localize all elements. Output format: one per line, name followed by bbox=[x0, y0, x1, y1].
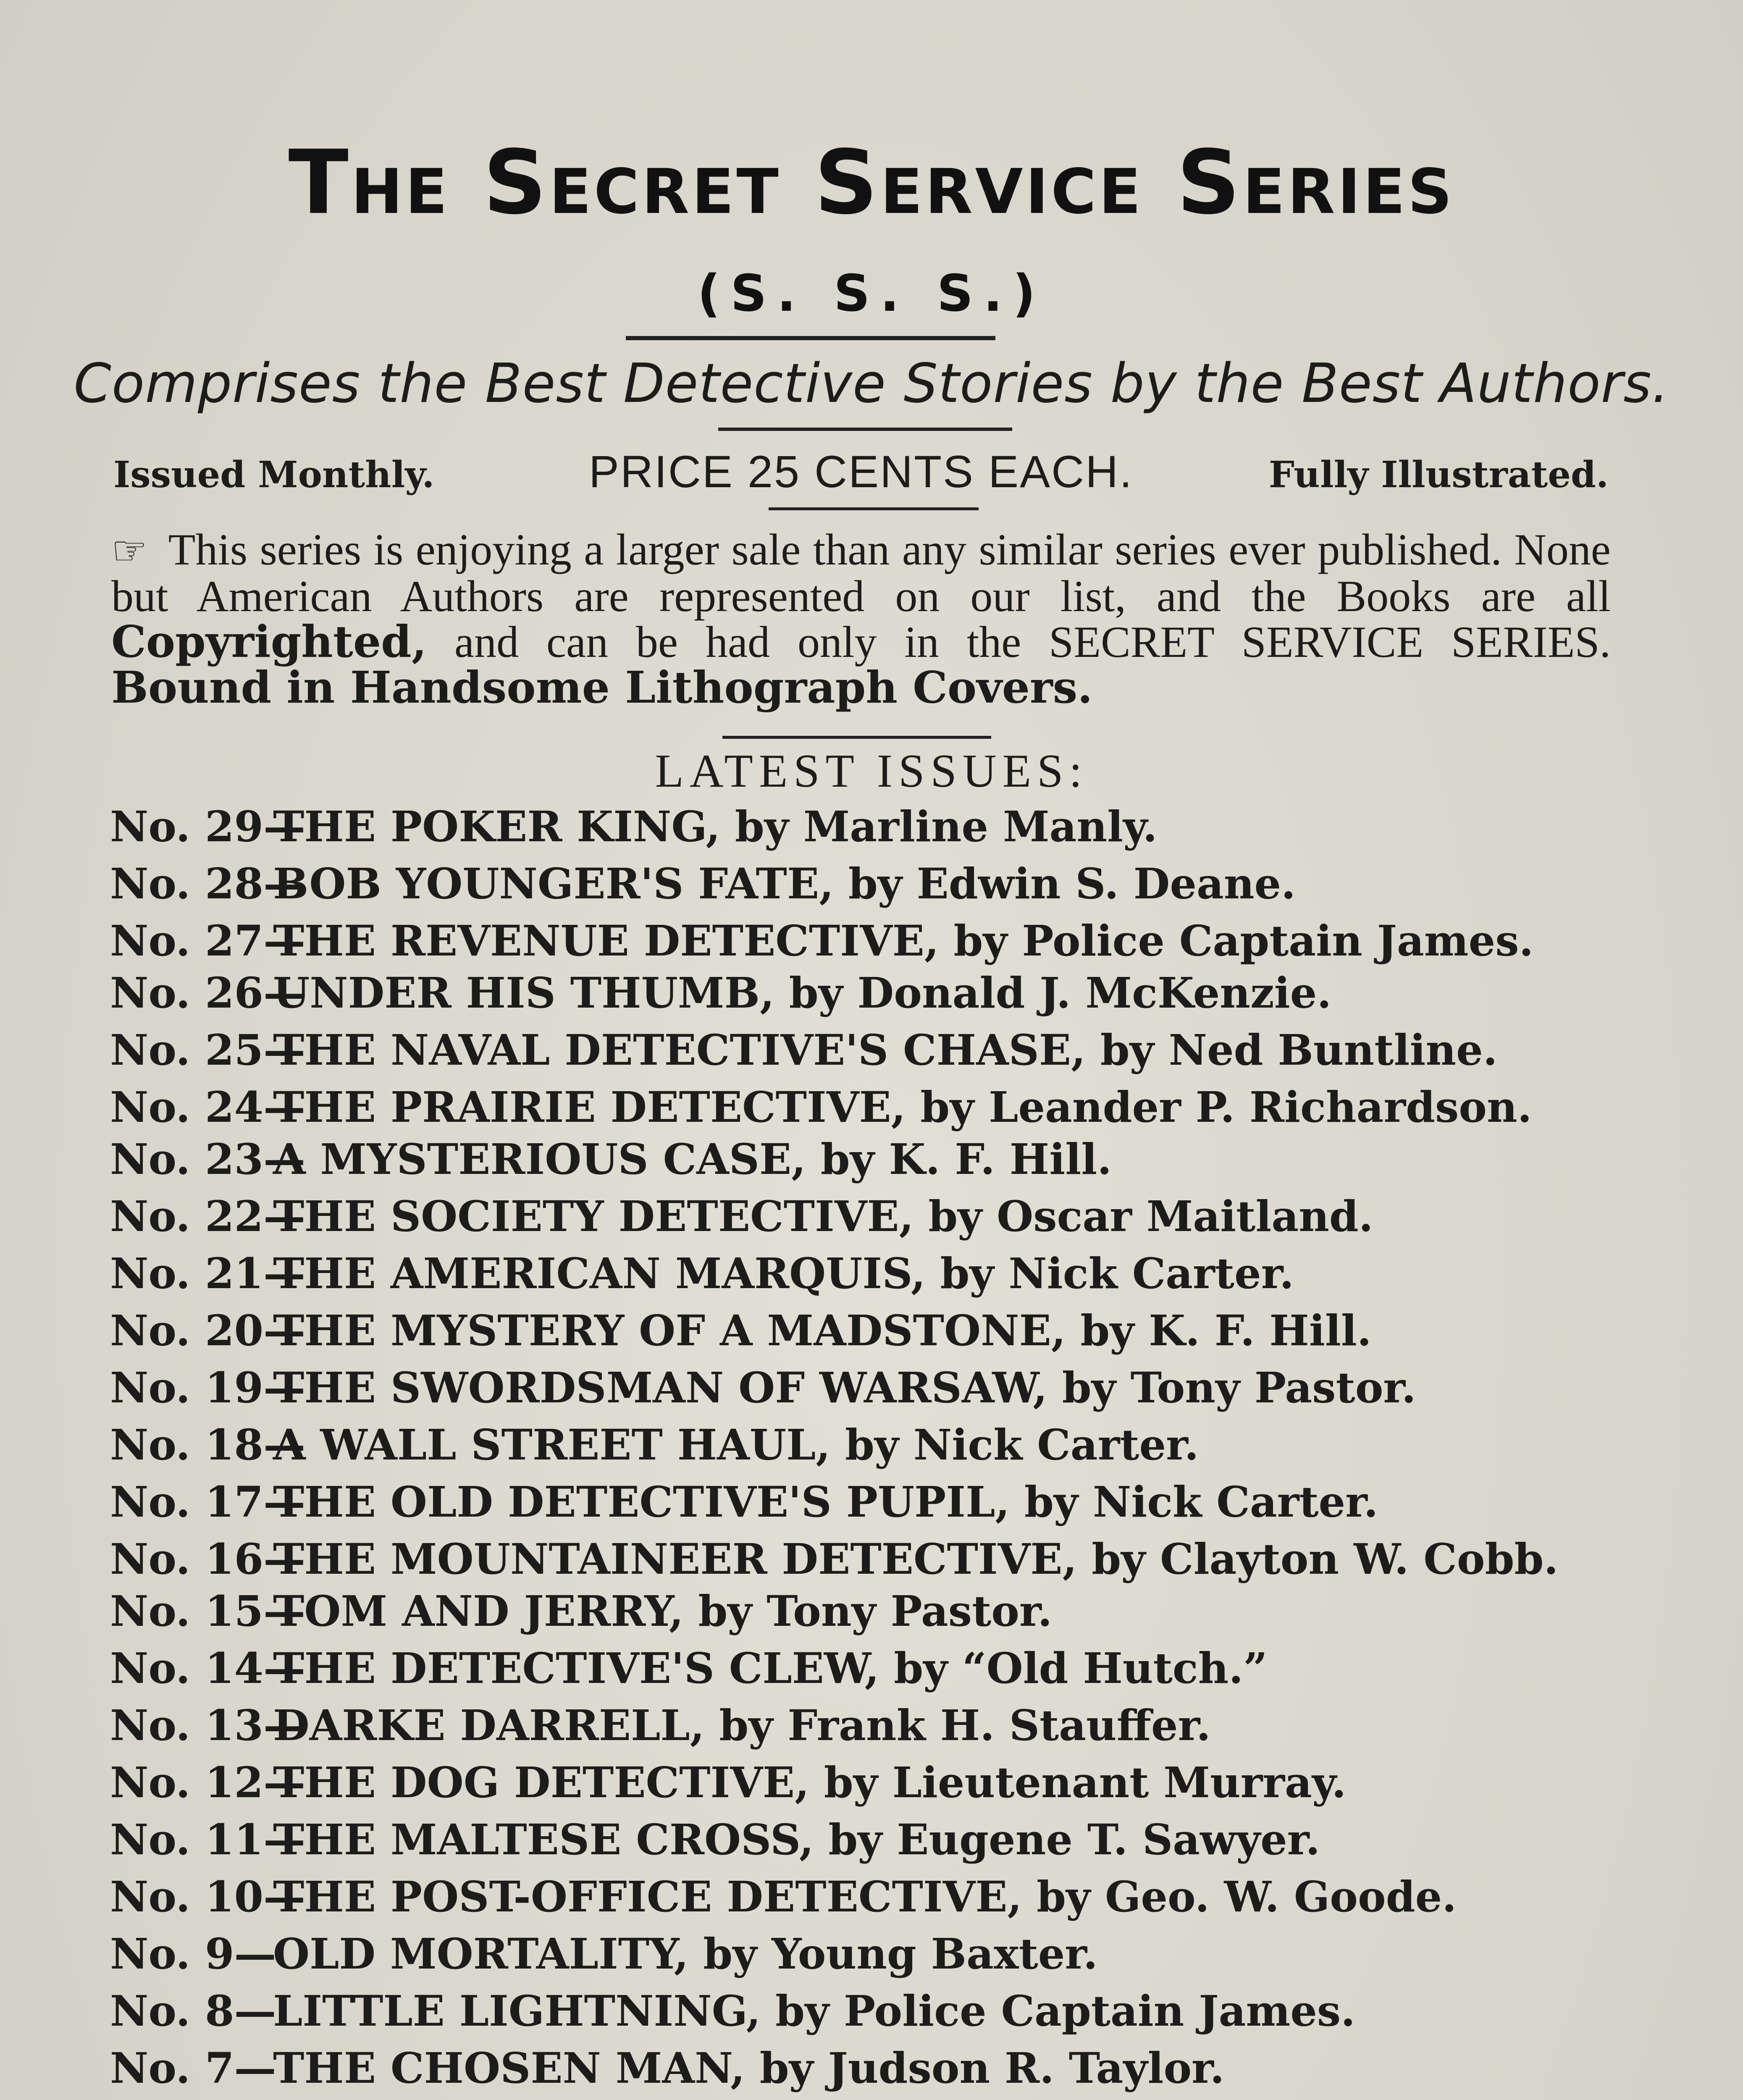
list-item: No. 16— THE MOUNTAINEER DETECTIVE, by Clayton W. Cobb. bbox=[110, 1534, 1559, 1584]
covers-emphasis: Bound in Handsome Lithograph Covers. bbox=[111, 662, 1093, 713]
list-item: No. 13— DARKE DARRELL, by Frank H. Stauffer. bbox=[110, 1701, 1211, 1750]
list-item: No. 27— THE REVENUE DETECTIVE, by Police Captain James. bbox=[110, 916, 1534, 966]
list-item: No. 26— UNDER HIS THUMB, by Donald J. McKenzie. bbox=[110, 968, 1332, 1018]
list-item: No. 15— TOM AND JERRY, by Tony Pastor. bbox=[110, 1586, 1053, 1636]
list-item: No. 22— THE SOCIETY DETECTIVE, by Oscar Maitland. bbox=[110, 1192, 1373, 1241]
list-item: No. 11— THE MALTESE CROSS, by Eugene T. Sawyer. bbox=[110, 1815, 1320, 1864]
list-item: No. 29— THE POKER KING, by Marline Manly. bbox=[110, 802, 1158, 851]
divider-rule bbox=[722, 736, 991, 739]
latest-issues-heading: LATEST ISSUES: bbox=[655, 745, 1088, 797]
list-item: No. 14— THE DETECTIVE'S CLEW, by “Old Hutch.” bbox=[110, 1643, 1268, 1693]
issues-list bbox=[110, 804, 1612, 2100]
divider-rule bbox=[769, 507, 979, 510]
list-item: No. 9— OLD MORTALITY, by Young Baxter. bbox=[110, 1929, 1098, 1979]
list-item: No. 19— THE SWORDSMAN OF WARSAW, by Tony Pastor. bbox=[110, 1363, 1416, 1412]
list-item: No. 24— THE PRAIRIE DETECTIVE, by Leander P. Richardson. bbox=[110, 1082, 1532, 1132]
pointing-hand-icon: ☞ bbox=[111, 528, 148, 573]
issued-monthly-label: Issued Monthly. bbox=[113, 454, 435, 496]
list-item: No. 28— BOB YOUNGER'S FATE, by Edwin S. Deane. bbox=[110, 859, 1296, 908]
tagline: Comprises the Best Detective Stories by the Best Authors. bbox=[74, 352, 1670, 415]
list-item: No. 10— THE POST-OFFICE DETECTIVE, by Geo. W. Goode. bbox=[110, 1872, 1457, 1922]
list-item: No. 20— THE MYSTERY OF A MADSTONE, by K. F. Hill. bbox=[110, 1306, 1372, 1355]
list-item: No. 12— THE DOG DETECTIVE, by Lieutenant Murray. bbox=[110, 1758, 1347, 1807]
list-item: No. 7— THE CHOSEN MAN, by Judson R. Taylor. bbox=[110, 2043, 1225, 2093]
list-item: No. 17— THE OLD DETECTIVE'S PUPIL, by Nick Carter. bbox=[110, 1477, 1378, 1527]
price-row bbox=[113, 445, 1609, 500]
intro-text: and can be had only in the SECRET SERVICE SERIES. bbox=[454, 617, 1611, 667]
price-label: PRICE 25 CENTS EACH. bbox=[588, 446, 1134, 497]
copyrighted-emphasis: Copyrighted, bbox=[111, 616, 427, 667]
list-item: No. 25— THE NAVAL DETECTIVE'S CHASE, by Ned Buntline. bbox=[110, 1025, 1498, 1075]
page-title: The Secret Service Series bbox=[288, 131, 1455, 234]
fully-illustrated-label: Fully Illustrated. bbox=[1268, 454, 1609, 496]
list-item: No. 18— A WALL STREET HAUL, by Nick Carter. bbox=[110, 1420, 1199, 1470]
intro-text: This series is enjoying a larger sale than any similar series ever published. None but American Authors are represented on our list, and the Books are all bbox=[111, 525, 1611, 621]
list-item: No. 23— A MYSTERIOUS CASE, by K. F. Hill. bbox=[110, 1134, 1112, 1184]
series-abbreviation: (S. S. S.) bbox=[697, 265, 1046, 323]
list-item: No. 21— THE AMERICAN MARQUIS, by Nick Carter. bbox=[110, 1249, 1294, 1298]
list-item: No. 8— LITTLE LIGHTNING, by Police Captain James. bbox=[110, 1986, 1355, 2036]
divider-rule bbox=[626, 336, 995, 340]
intro-paragraph bbox=[111, 527, 1611, 711]
divider-rule bbox=[718, 428, 1012, 431]
